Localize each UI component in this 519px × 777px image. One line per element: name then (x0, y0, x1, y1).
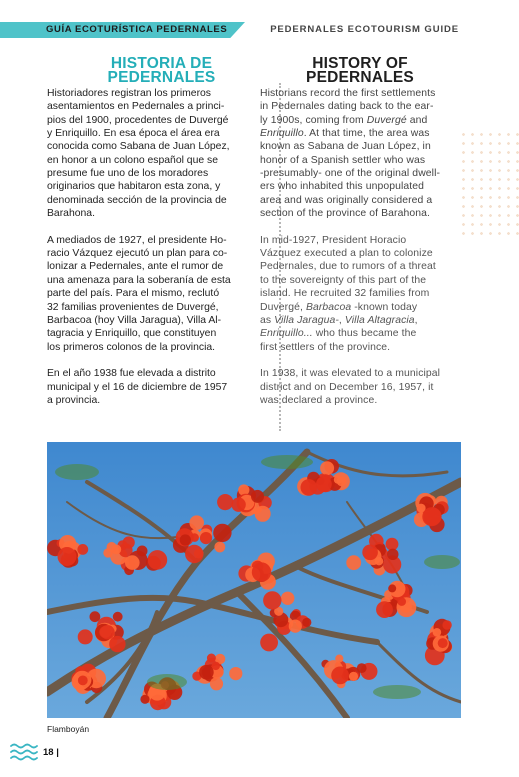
english-paragraph-3-line (260, 367, 460, 380)
english-paragraph-3-line (260, 381, 460, 394)
english-paragraph-1-line (260, 180, 460, 193)
text-run: -known today (351, 301, 418, 313)
spanish-paragraph-1-line: asentamientos en Pedernales a princi- (47, 101, 225, 113)
text-run: as (260, 314, 275, 326)
spanish-title-line-1: HISTORIA DE (110, 55, 213, 72)
english-title (260, 57, 460, 85)
english-paragraph-2 (260, 234, 460, 354)
text-run: ly 1900s, coming from (260, 114, 367, 126)
photo-caption: Flamboyán (47, 724, 90, 734)
english-paragraph-2-line (260, 327, 460, 340)
text-run: Enriquillo... (260, 328, 313, 340)
text-run: Vázquez executed a plan to colonize (260, 248, 433, 260)
page-number: 18 | (43, 747, 59, 758)
english-paragraph-2-line (260, 314, 460, 327)
spanish-paragraph-1-line: denominada sección de la provincia de (47, 194, 227, 206)
spanish-paragraph-1-line: originarios que habitaron esta zona, y (47, 181, 221, 193)
spanish-paragraph-2-line: lonizar a Pedernales, ante el rumor de (47, 261, 224, 273)
spanish-paragraph-2-line: racio Vázquez ejecutó un plan para co- (47, 248, 228, 260)
english-title-line-1: HISTORY OF (312, 55, 408, 72)
spanish-paragraph-1-line: pios del 1900, procedentes de Duvergé (47, 114, 229, 126)
text-run: In mid-1927, President Horacio (260, 234, 407, 246)
english-paragraph-2-line (260, 287, 460, 300)
spanish-paragraph-2-line: los primeros colonos de la provincia. (47, 341, 216, 353)
text-run: -presumably- one of the original dwell- (260, 168, 441, 180)
text-run: who thus became the (312, 328, 417, 340)
english-paragraph-1-line (260, 194, 460, 207)
english-paragraph-2-line (260, 274, 460, 287)
english-paragraph-3 (260, 367, 460, 407)
spanish-paragraph-1-line: y Enriquillo. En esa época el área era (47, 128, 220, 140)
flamboyan-tree-illustration (47, 442, 461, 718)
text-run: , (338, 314, 345, 326)
spanish-paragraph-2-line: A mediados de 1927, el presidente Ho- (47, 234, 227, 246)
header-english-label: PEDERNALES ECOTOURISM GUIDE (270, 24, 459, 35)
text-run: section of the province of Barahona. (260, 208, 430, 220)
text-run: Villa Altagracia (344, 314, 415, 326)
spanish-paragraph-1-line: conocida como Sabana de Juan López, (47, 141, 230, 153)
english-paragraph-2-line (260, 260, 460, 273)
text-run: known as Sabana de Juan López, in (260, 141, 431, 153)
spanish-paragraph-1-line: Historiadores registran los primeros (47, 88, 211, 99)
spanish-paragraph-2-line: una amenaza para la soberanía de esta (47, 274, 231, 286)
text-run: Pedernales, due to rumors of a threat (260, 261, 436, 273)
text-run: In 1938, it was elevated to a municipal (260, 368, 441, 380)
spanish-title (47, 57, 276, 85)
header-spanish-label: GUÍA ECOTURÍSTICA PEDERNALES (46, 24, 228, 35)
text-run: Barbacoa (305, 301, 352, 313)
english-paragraph-2-line (260, 341, 460, 354)
english-paragraph-1-line (260, 114, 460, 127)
spanish-paragraph-2-line: parte del país. Para el mismo, reclutó (47, 288, 220, 300)
dotted-decoration (459, 130, 519, 240)
english-paragraph-2-line (260, 301, 460, 314)
english-title-line-2: PEDERNALES (306, 69, 414, 86)
spanish-paragraph-3-line: a provincia. (47, 394, 101, 406)
text-run: ers who inhabited this unpopulated (260, 181, 424, 193)
text-run: Duvergé (366, 114, 407, 126)
text-run: district and on December 16, 1957, it (260, 381, 434, 393)
text-run: island. He recruited 32 families from (260, 288, 430, 300)
text-run: in Pedernales dating back to the ear- (260, 101, 434, 113)
text-run: Villa Jaragua- (274, 314, 339, 326)
english-paragraph-2-line (260, 247, 460, 260)
english-paragraph-1-line (260, 127, 460, 140)
text-run: to the sovereignty of this part of the (260, 274, 427, 286)
spanish-paragraph-1-line: Barahona. (47, 208, 95, 220)
text-run: . At that time, the area was (303, 128, 430, 140)
waves-icon (10, 742, 38, 762)
text-run: honor of a Spanish settler who was (260, 154, 426, 166)
spanish-paragraph-1-line: en honor a un colono español que se (47, 154, 219, 166)
spanish-paragraph-1-line: presume fue uno de los moradores (47, 168, 209, 180)
spanish-paragraph-3-line: municipal y el 16 de diciembre de 1957 (47, 381, 228, 393)
spanish-paragraph-3-line: En el año 1938 fue elevada a distrito (47, 368, 216, 380)
text-run: first settlers of the province. (260, 341, 391, 353)
english-paragraph-2-line (260, 234, 460, 247)
english-paragraph-1-line (260, 87, 460, 100)
english-paragraph-1-line (260, 154, 460, 167)
text-run: Historians record the first settlements (260, 88, 436, 99)
english-paragraph-1-line (260, 140, 460, 153)
english-paragraph-1-line (260, 167, 460, 180)
text-run: Enriquillo (260, 128, 304, 140)
english-paragraph-1 (260, 87, 460, 220)
spanish-paragraph-2-line: tagracia y Enriquillo, que constituyen (47, 328, 217, 340)
english-column (260, 57, 460, 407)
english-paragraph-1-line (260, 100, 460, 113)
text-run: area and was originally considered a (260, 194, 433, 206)
spanish-paragraph-2-line: 32 familias provenientes de Duvergé, (47, 301, 219, 313)
spanish-paragraph-2-line: Barbacoa (hoy Villa Jaragua), Villa Al- (47, 314, 222, 326)
spanish-column (47, 57, 276, 407)
spanish-paragraph-3 (47, 367, 276, 407)
spanish-paragraph-1 (47, 87, 276, 220)
text-run: Duvergé, (260, 301, 306, 313)
text-run: was declared a province. (260, 394, 378, 406)
spanish-paragraph-2 (47, 234, 276, 354)
text-run: , (414, 314, 418, 326)
english-paragraph-1-line (260, 207, 460, 220)
spanish-title-line-2: PEDERNALES (107, 69, 216, 86)
text-run: and (406, 114, 428, 126)
flamboyan-photo (47, 442, 461, 718)
english-paragraph-3-line (260, 394, 460, 407)
